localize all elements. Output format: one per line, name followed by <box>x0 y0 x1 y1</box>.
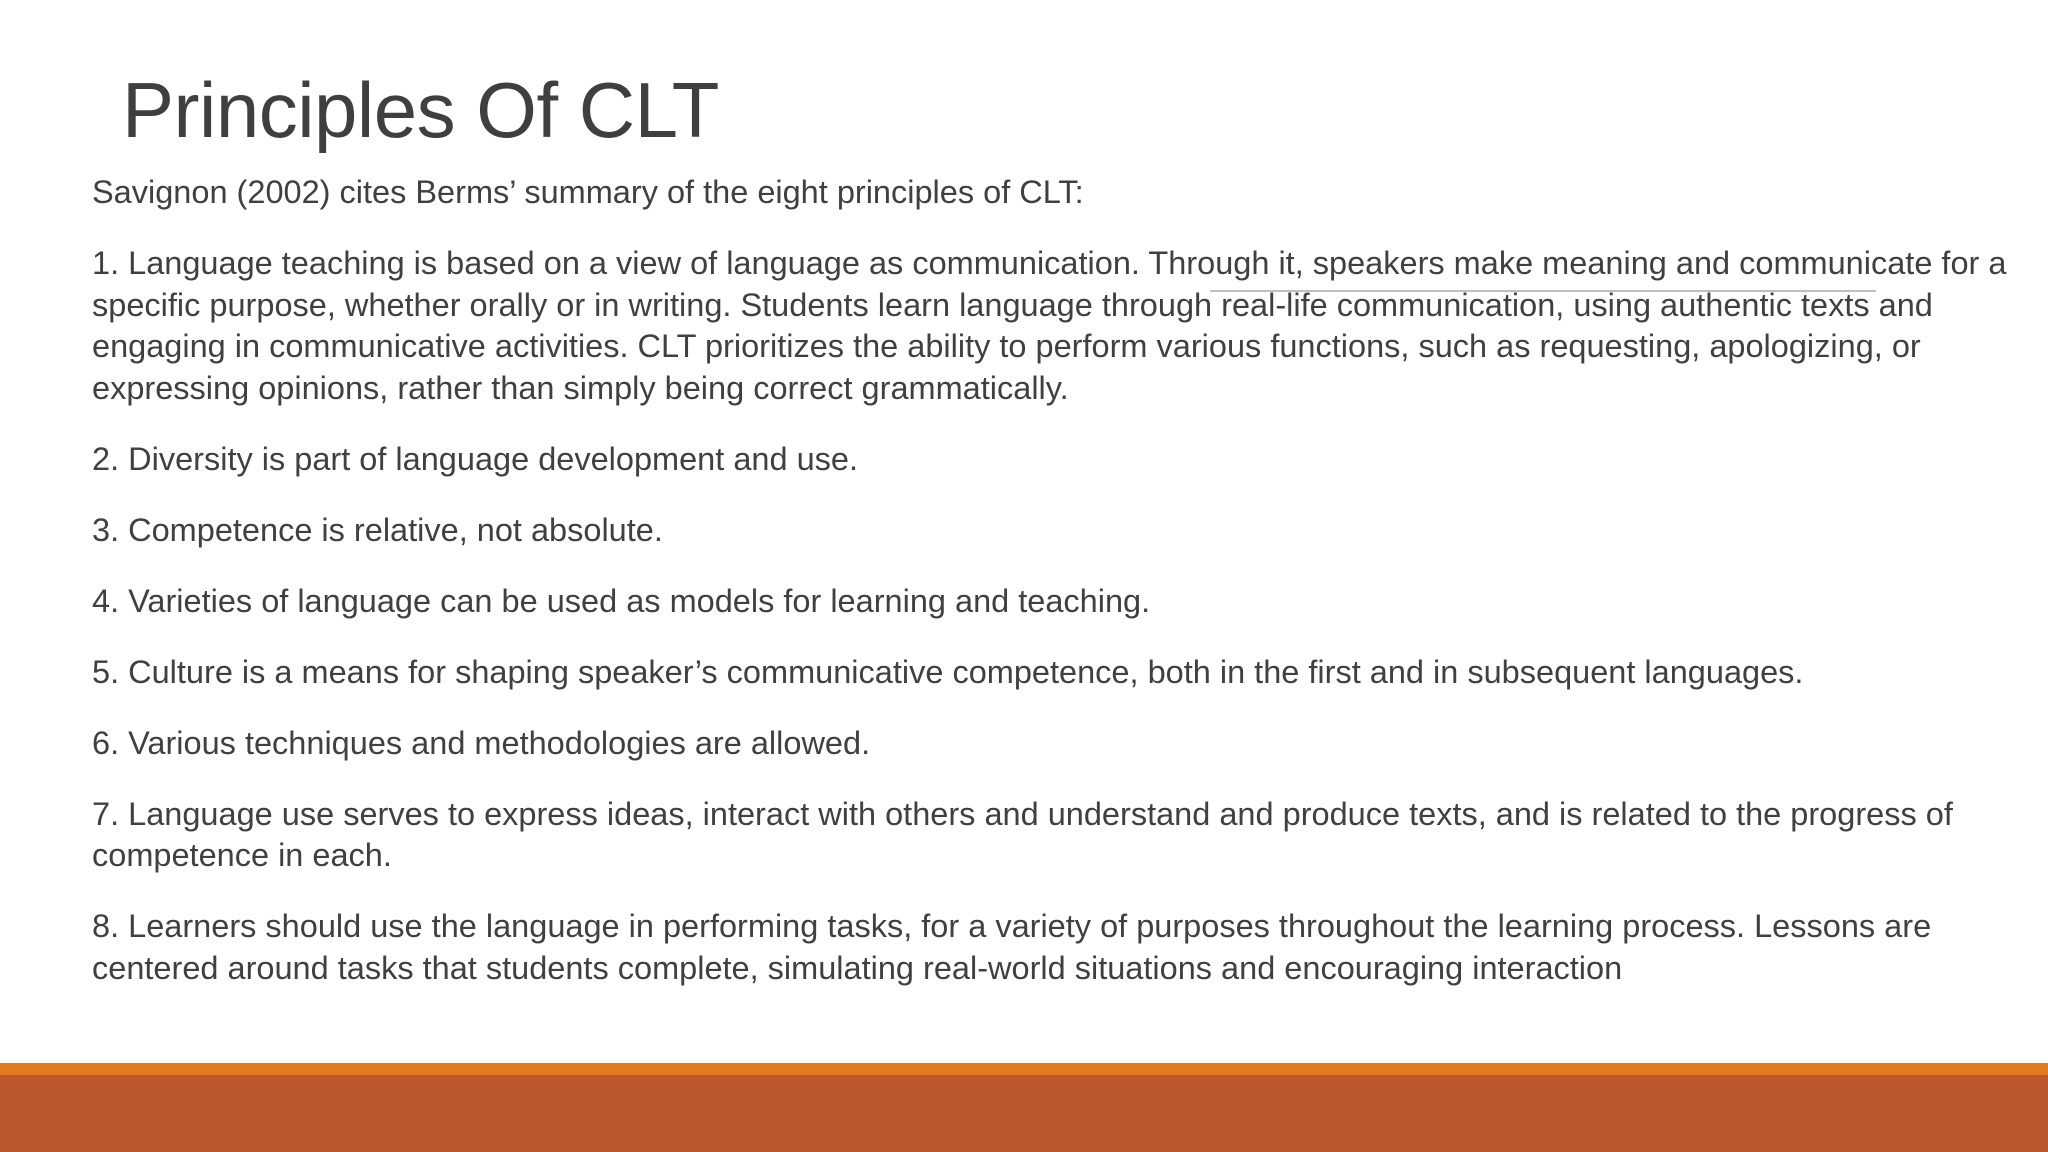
principle-8: 8. Learners should use the language in performing tasks, for a variety of purposes throughout the learning process. Lessons are centered around tasks that students complete, simulating real-world situations and encouraging interaction <box>92 908 1932 986</box>
principle-3: 3. Competence is relative, not absolute. <box>92 511 663 548</box>
intro-paragraph: Savignon (2002) cites Berms’ summary of the eight principles of CLT: <box>92 174 1084 210</box>
footer-band <box>0 1075 2048 1152</box>
principle-6: 6. Various techniques and methodologies are allowed. <box>92 724 871 761</box>
slide-title: Principles Of CLT <box>122 66 719 154</box>
principle-1: 1. Language teaching is based on a view of language as communication. Through it, speakers make meaning and communicate for a specific purpose, whether orally or in writing. Students learn language through real-life communication, using authentic texts and engaging in communicative activities. CLT prioritizes the ability to perform various functions, such as requesting, apologizing, or expressing opinions, rather than simply being correct grammatically. <box>92 245 2007 406</box>
principle-5: 5. Culture is a means for shaping speaker’s communicative competence, both in the first and in subsequent languages. <box>92 653 1804 690</box>
principle-7: 7. Language use serves to express ideas, interact with others and understand and produce texts, and is related to the progress of competence in each. <box>92 795 1953 873</box>
principle-4: 4. Varieties of language can be used as models for learning and teaching. <box>92 582 1151 619</box>
principle-2: 2. Diversity is part of language development and use. <box>92 440 859 477</box>
slide-body <box>92 172 2022 1019</box>
footer-accent-band <box>0 1063 2048 1075</box>
